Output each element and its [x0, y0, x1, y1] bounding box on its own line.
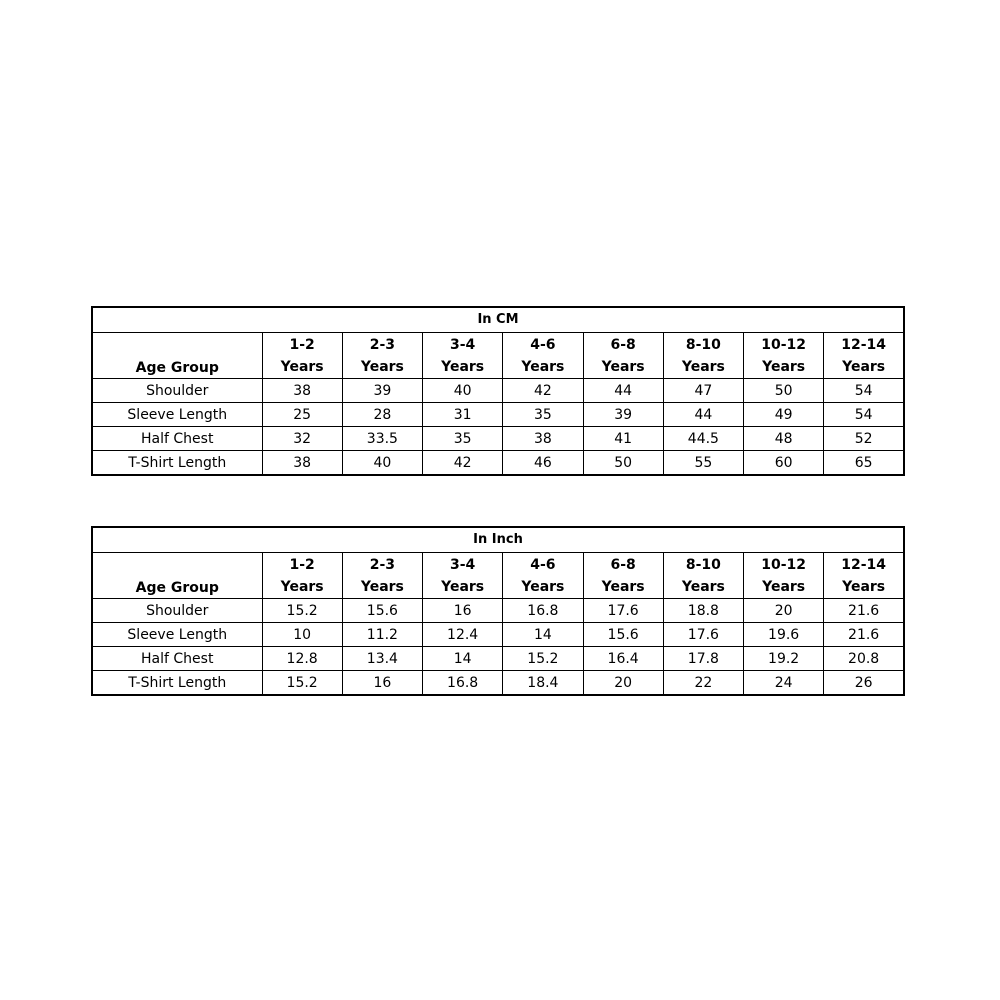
column-header — [824, 333, 904, 379]
table-title: In Inch — [92, 527, 904, 553]
table-cell: 54 — [824, 379, 904, 403]
column-header-range: 6-8 — [610, 336, 636, 353]
table-cell: 42 — [423, 451, 503, 476]
table-cell: 50 — [744, 379, 824, 403]
table-cell: 14 — [423, 647, 503, 671]
column-header-unit: Years — [521, 578, 565, 595]
table-cell: 15.2 — [503, 647, 583, 671]
table-cell: 48 — [744, 427, 824, 451]
table-cell: 10 — [262, 623, 342, 647]
table-row — [92, 671, 904, 696]
column-header-unit: Years — [360, 358, 404, 375]
table-row — [92, 403, 904, 427]
size-table-cm — [91, 306, 905, 476]
column-header — [342, 333, 422, 379]
column-header — [663, 553, 743, 599]
column-header-range: 3-4 — [449, 556, 476, 573]
column-header-unit: Years — [280, 578, 324, 595]
row-label: Shoulder — [92, 599, 262, 623]
column-header-range: 10-12 — [761, 336, 807, 353]
table-cell: 18.4 — [503, 671, 583, 696]
table-row — [92, 427, 904, 451]
row-label: T-Shirt Length — [92, 451, 262, 476]
column-header-range: 12-14 — [841, 336, 887, 353]
table-cell: 55 — [663, 451, 743, 476]
table-row — [92, 379, 904, 403]
row-header-label: Age Group — [92, 553, 262, 599]
column-header — [663, 333, 743, 379]
table-row — [92, 599, 904, 623]
table-cell: 16 — [342, 671, 422, 696]
table-cell: 35 — [423, 427, 503, 451]
column-header-unit: Years — [842, 358, 886, 375]
column-header-range: 10-12 — [761, 556, 807, 573]
column-header — [503, 333, 583, 379]
column-header — [583, 553, 663, 599]
table-cell: 17.6 — [663, 623, 743, 647]
table-cell: 25 — [262, 403, 342, 427]
table-cell: 19.6 — [744, 623, 824, 647]
row-header-label: Age Group — [92, 333, 262, 379]
column-header-unit: Years — [601, 578, 645, 595]
column-header-range: 2-3 — [369, 336, 396, 353]
table-cell: 20 — [744, 599, 824, 623]
column-header — [583, 333, 663, 379]
table-cell: 16 — [423, 599, 503, 623]
table-cell: 52 — [824, 427, 904, 451]
table-cell: 24 — [744, 671, 824, 696]
column-header-range: 4-6 — [530, 556, 556, 573]
table-cell: 28 — [342, 403, 422, 427]
table-cell: 39 — [583, 403, 663, 427]
column-header-unit: Years — [360, 578, 404, 595]
table-cell: 50 — [583, 451, 663, 476]
table-cell: 20 — [583, 671, 663, 696]
table-cell: 12.8 — [262, 647, 342, 671]
column-header — [342, 553, 422, 599]
column-header — [824, 553, 904, 599]
table-cell: 18.8 — [663, 599, 743, 623]
row-label: Sleeve Length — [92, 623, 262, 647]
table-cell: 11.2 — [342, 623, 422, 647]
row-label: Half Chest — [92, 427, 262, 451]
row-label: T-Shirt Length — [92, 671, 262, 696]
column-header — [744, 553, 824, 599]
column-header-unit: Years — [842, 578, 886, 595]
column-header-unit: Years — [762, 358, 806, 375]
table-cell: 15.2 — [262, 599, 342, 623]
column-header-range: 8-10 — [685, 556, 721, 573]
table-cell: 38 — [262, 451, 342, 476]
table-cell: 40 — [423, 379, 503, 403]
table-cell: 49 — [744, 403, 824, 427]
table-cell: 47 — [663, 379, 743, 403]
column-header — [744, 333, 824, 379]
table-cell: 44 — [663, 403, 743, 427]
table-cell: 42 — [503, 379, 583, 403]
column-header-unit: Years — [280, 358, 324, 375]
table-cell: 15.6 — [583, 623, 663, 647]
column-header-unit: Years — [441, 358, 485, 375]
table-cell: 39 — [342, 379, 422, 403]
table-cell: 14 — [503, 623, 583, 647]
column-header-range: 1-2 — [289, 556, 315, 573]
table-cell: 21.6 — [824, 623, 904, 647]
row-label: Sleeve Length — [92, 403, 262, 427]
table-row — [92, 623, 904, 647]
table-cell: 46 — [503, 451, 583, 476]
column-header-unit: Years — [681, 578, 725, 595]
table-cell: 35 — [503, 403, 583, 427]
table-cell: 22 — [663, 671, 743, 696]
table-cell: 38 — [503, 427, 583, 451]
table-cell: 17.8 — [663, 647, 743, 671]
column-header — [262, 333, 342, 379]
column-header-unit: Years — [601, 358, 645, 375]
column-header-unit: Years — [762, 578, 806, 595]
table-cell: 16.8 — [503, 599, 583, 623]
row-label: Half Chest — [92, 647, 262, 671]
column-header-unit: Years — [521, 358, 565, 375]
table-title: In CM — [92, 307, 904, 333]
table-row — [92, 451, 904, 476]
column-header-range: 8-10 — [685, 336, 721, 353]
table-cell: 44.5 — [663, 427, 743, 451]
table-cell: 19.2 — [744, 647, 824, 671]
table-cell: 44 — [583, 379, 663, 403]
column-header — [262, 553, 342, 599]
table-cell: 12.4 — [423, 623, 503, 647]
table-cell: 15.2 — [262, 671, 342, 696]
column-header — [423, 553, 503, 599]
table-cell: 41 — [583, 427, 663, 451]
column-header-unit: Years — [441, 578, 485, 595]
table-row — [92, 647, 904, 671]
table-cell: 60 — [744, 451, 824, 476]
column-header-range: 3-4 — [449, 336, 476, 353]
column-header — [423, 333, 503, 379]
column-header-range: 2-3 — [369, 556, 396, 573]
column-header — [503, 553, 583, 599]
table-cell: 21.6 — [824, 599, 904, 623]
column-header-range: 1-2 — [289, 336, 315, 353]
table-cell: 20.8 — [824, 647, 904, 671]
table-cell: 13.4 — [342, 647, 422, 671]
table-cell: 31 — [423, 403, 503, 427]
column-header-unit: Years — [681, 358, 725, 375]
table-cell: 40 — [342, 451, 422, 476]
table-cell: 32 — [262, 427, 342, 451]
column-header-range: 6-8 — [610, 556, 636, 573]
table-cell: 33.5 — [342, 427, 422, 451]
table-cell: 17.6 — [583, 599, 663, 623]
table-cell: 15.6 — [342, 599, 422, 623]
table-cell: 54 — [824, 403, 904, 427]
table-cell: 26 — [824, 671, 904, 696]
table-cell: 65 — [824, 451, 904, 476]
table-cell: 38 — [262, 379, 342, 403]
column-header-range: 4-6 — [530, 336, 556, 353]
row-label: Shoulder — [92, 379, 262, 403]
size-table-inch — [91, 526, 905, 696]
table-cell: 16.4 — [583, 647, 663, 671]
table-cell: 16.8 — [423, 671, 503, 696]
column-header-range: 12-14 — [841, 556, 887, 573]
